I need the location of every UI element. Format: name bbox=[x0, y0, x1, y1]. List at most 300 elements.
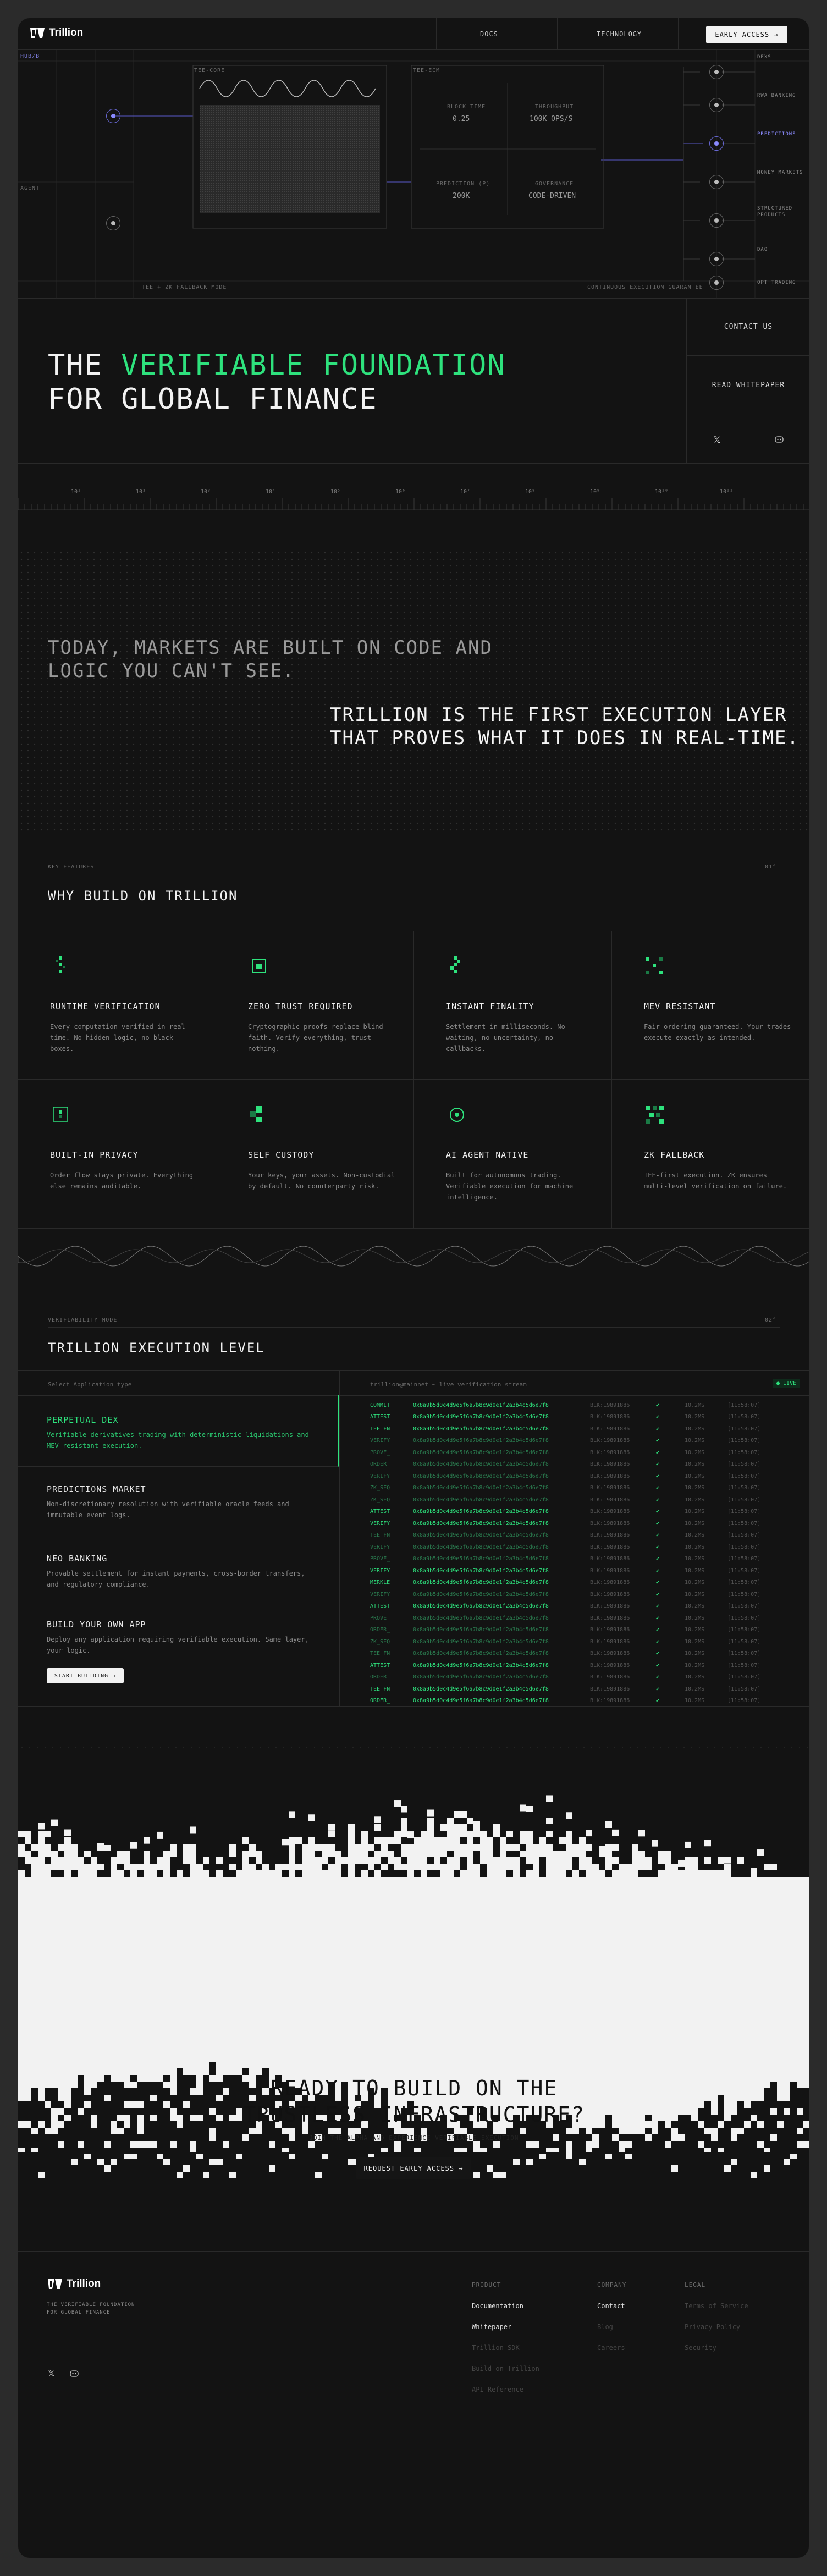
footer-link-blog[interactable]: Blog bbox=[597, 2323, 613, 2331]
stream-row bbox=[370, 1660, 799, 1671]
stream-row bbox=[370, 1483, 799, 1494]
stream-hash: 0x8a9b5d0c4d9e5f6a7b8c9d0e1f2a3b4c5d6e7f8 bbox=[413, 1603, 549, 1609]
start-building-button[interactable]: START BUILDING → bbox=[47, 1668, 124, 1683]
features-title: WHY BUILD ON TRILLION bbox=[48, 888, 238, 904]
stream-op: ATTEST bbox=[370, 1509, 390, 1515]
feature-desc: Every computation verified in real-time. No hidden logic, no black boxes. bbox=[50, 1023, 189, 1053]
stream-latency: 10.2MS bbox=[685, 1520, 705, 1527]
side-tag: OPT TRADING bbox=[757, 280, 796, 285]
stream-hash: 0x8a9b5d0c4d9e5f6a7b8c9d0e1f2a3b4c5d6e7f8 bbox=[413, 1579, 549, 1586]
stream-block: BLK:19891886 bbox=[590, 1496, 630, 1503]
stream-latency: 10.2MS bbox=[685, 1674, 705, 1680]
stream-latency: 10.2MS bbox=[685, 1414, 705, 1420]
hero-title-highlight: VERIFIABLE FOUNDATION bbox=[121, 349, 506, 382]
stat-label: THROUGHPUT bbox=[535, 104, 574, 110]
stream-op: VERIFY bbox=[370, 1591, 390, 1598]
early-access-button[interactable]: EARLY ACCESS → bbox=[706, 26, 787, 43]
stat-label: BLOCK TIME bbox=[447, 104, 486, 110]
stream-op: ZK_SEQ bbox=[370, 1496, 390, 1503]
footer-link-privacy[interactable]: Privacy Policy bbox=[685, 2323, 741, 2331]
stat-value: 100K OPS/S bbox=[530, 115, 573, 123]
app-option-build-your-own[interactable] bbox=[18, 1603, 339, 1707]
stream-block: BLK:19891886 bbox=[590, 1473, 630, 1479]
stream-time: [11:58:07] bbox=[727, 1686, 761, 1692]
stream-row bbox=[370, 1494, 799, 1505]
zk-fallback-icon bbox=[644, 1104, 666, 1126]
stream-block: BLK:19891886 bbox=[590, 1650, 630, 1656]
stream-hash: 0x8a9b5d0c4d9e5f6a7b8c9d0e1f2a3b4c5d6e7f8 bbox=[413, 1520, 549, 1527]
stream-time: [11:58:07] bbox=[727, 1627, 761, 1633]
feature-card bbox=[414, 1080, 612, 1228]
stream-hash: 0x8a9b5d0c4d9e5f6a7b8c9d0e1f2a3b4c5d6e7f8 bbox=[413, 1615, 549, 1621]
request-early-access-button[interactable]: REQUEST EARLY ACCESS → bbox=[356, 2157, 471, 2179]
stream-op: COMMIT bbox=[370, 1402, 390, 1408]
continuous-execution-label: CONTINUOUS EXECUTION GUARANTEE bbox=[587, 284, 703, 290]
side-tag: MONEY MARKETS bbox=[757, 170, 803, 175]
stream-latency: 10.2MS bbox=[685, 1662, 705, 1669]
stream-hash: 0x8a9b5d0c4d9e5f6a7b8c9d0e1f2a3b4c5d6e7f8 bbox=[413, 1556, 549, 1562]
execution-index: 02° bbox=[765, 1317, 777, 1323]
dot-row bbox=[18, 1745, 809, 1749]
ruler-label: 10⁵ bbox=[330, 489, 341, 495]
stream-op: ATTEST bbox=[370, 1414, 390, 1420]
stream-op: ORDER_ bbox=[370, 1698, 390, 1704]
stream-op: VERIFY bbox=[370, 1438, 390, 1444]
tee-core-grid bbox=[200, 105, 380, 213]
live-badge: ● LIVE bbox=[773, 1379, 800, 1388]
stream-hash: 0x8a9b5d0c4d9e5f6a7b8c9d0e1f2a3b4c5d6e7f8 bbox=[413, 1532, 549, 1538]
diagram-lines bbox=[18, 50, 809, 299]
check-icon: ✔ bbox=[656, 1414, 660, 1420]
self-custody-icon bbox=[248, 1104, 270, 1126]
stream-time: [11:58:07] bbox=[727, 1698, 761, 1704]
side-tag: PREDICTIONS bbox=[757, 131, 796, 137]
stream-latency: 10.2MS bbox=[685, 1544, 705, 1550]
stream-hash: 0x8a9b5d0c4d9e5f6a7b8c9d0e1f2a3b4c5d6e7f8 bbox=[413, 1591, 549, 1598]
execution-panel bbox=[18, 1371, 809, 1707]
statement-section bbox=[18, 549, 809, 832]
stream-row bbox=[370, 1672, 799, 1683]
hub-tag: HUB/B bbox=[20, 53, 40, 59]
stream-latency: 10.2MS bbox=[685, 1603, 705, 1609]
nav-docs-link[interactable]: DOCS bbox=[480, 30, 498, 38]
stream-op: PROVE_ bbox=[370, 1556, 390, 1562]
check-icon: ✔ bbox=[656, 1532, 660, 1538]
check-icon: ✔ bbox=[656, 1449, 660, 1456]
architecture-diagram bbox=[18, 50, 809, 299]
check-icon: ✔ bbox=[656, 1425, 660, 1432]
stream-hash: 0x8a9b5d0c4d9e5f6a7b8c9d0e1f2a3b4c5d6e7f8 bbox=[413, 1438, 549, 1444]
stream-time: [11:58:07] bbox=[727, 1449, 761, 1456]
footer-link-sdk[interactable]: Trillion SDK bbox=[472, 2344, 520, 2352]
stream-block: BLK:19891886 bbox=[590, 1509, 630, 1515]
stream-hash: 0x8a9b5d0c4d9e5f6a7b8c9d0e1f2a3b4c5d6e7f8 bbox=[413, 1627, 549, 1633]
stream-time: [11:58:07] bbox=[727, 1615, 761, 1621]
stream-row bbox=[370, 1459, 799, 1470]
stream-row bbox=[370, 1554, 799, 1565]
stream-block: BLK:19891886 bbox=[590, 1686, 630, 1692]
check-icon: ✔ bbox=[656, 1485, 660, 1491]
footer-link-security[interactable]: Security bbox=[685, 2344, 716, 2352]
stream-row bbox=[370, 1636, 799, 1647]
execution-title: TRILLION EXECUTION LEVEL bbox=[48, 1340, 265, 1356]
hero-title-line2: FOR GLOBAL FINANCE bbox=[48, 383, 378, 416]
feature-card bbox=[216, 1080, 414, 1228]
footer-link-whitepaper[interactable]: Whitepaper bbox=[472, 2323, 512, 2331]
stream-latency: 10.2MS bbox=[685, 1438, 705, 1444]
stream-block: BLK:19891886 bbox=[590, 1449, 630, 1456]
stat-value: 200K bbox=[453, 192, 470, 200]
check-icon: ✔ bbox=[656, 1556, 660, 1562]
check-icon: ✔ bbox=[656, 1650, 660, 1656]
stream-op: ATTEST bbox=[370, 1603, 390, 1609]
side-tag: DAO bbox=[757, 247, 768, 252]
feature-card bbox=[18, 1080, 216, 1228]
feature-card bbox=[18, 931, 216, 1080]
stream-hash: 0x8a9b5d0c4d9e5f6a7b8c9d0e1f2a3b4c5d6e7f8 bbox=[413, 1509, 549, 1515]
stream-latency: 10.2MS bbox=[685, 1509, 705, 1515]
stream-row bbox=[370, 1518, 799, 1529]
footer-legal-heading: LEGAL bbox=[685, 2281, 706, 2288]
feature-desc: Built for autonomous trading. Verifiable execution for machine intelligence. bbox=[446, 1171, 574, 1201]
stream-hash: 0x8a9b5d0c4d9e5f6a7b8c9d0e1f2a3b4c5d6e7f8 bbox=[413, 1402, 549, 1408]
stream-time: [11:58:07] bbox=[727, 1638, 761, 1645]
check-icon: ✔ bbox=[656, 1579, 660, 1586]
app-title: NEO BANKING bbox=[47, 1554, 108, 1564]
stream-row bbox=[370, 1577, 799, 1588]
stream-block: BLK:19891886 bbox=[590, 1579, 630, 1586]
stream-time: [11:58:07] bbox=[727, 1414, 761, 1420]
stream-latency: 10.2MS bbox=[685, 1556, 705, 1562]
check-icon: ✔ bbox=[656, 1662, 660, 1669]
stream-op: TEE_FN bbox=[370, 1532, 390, 1538]
stream-row bbox=[370, 1423, 799, 1434]
stream-block: BLK:19891886 bbox=[590, 1591, 630, 1598]
feature-desc: Your keys, your assets. Non-custodial by default. No counterparty risk. bbox=[248, 1171, 395, 1190]
feature-title: ZERO TRUST REQUIRED bbox=[248, 1001, 353, 1011]
footer-discord-icon[interactable] bbox=[70, 2370, 79, 2377]
stream-block: BLK:19891886 bbox=[590, 1698, 630, 1704]
stream-block: BLK:19891886 bbox=[590, 1615, 630, 1621]
dao-node-icon bbox=[709, 252, 724, 266]
ruler-ticks bbox=[18, 464, 809, 549]
stream-time: [11:58:07] bbox=[727, 1603, 761, 1609]
money-markets-node-icon bbox=[709, 175, 724, 189]
scale-ruler bbox=[18, 464, 809, 549]
stat-value: CODE-DRIVEN bbox=[528, 192, 576, 200]
stream-latency: 10.2MS bbox=[685, 1638, 705, 1645]
stream-hash: 0x8a9b5d0c4d9e5f6a7b8c9d0e1f2a3b4c5d6e7f8 bbox=[413, 1496, 549, 1503]
brand-logo[interactable] bbox=[29, 27, 83, 39]
stream-hash: 0x8a9b5d0c4d9e5f6a7b8c9d0e1f2a3b4c5d6e7f8 bbox=[413, 1461, 549, 1467]
ruler-label: 10⁸ bbox=[525, 489, 536, 495]
check-icon: ✔ bbox=[656, 1544, 660, 1550]
stream-hash: 0x8a9b5d0c4d9e5f6a7b8c9d0e1f2a3b4c5d6e7f8 bbox=[413, 1544, 549, 1550]
ruler-label: 10² bbox=[136, 489, 146, 495]
discord-icon bbox=[775, 436, 784, 443]
stream-row bbox=[370, 1400, 799, 1411]
stream-time: [11:58:07] bbox=[727, 1520, 761, 1527]
side-tag: STRUCTURED PRODUCTS bbox=[757, 206, 793, 218]
footer-link-terms[interactable]: Terms of Service bbox=[685, 2302, 748, 2310]
check-icon: ✔ bbox=[656, 1698, 660, 1704]
cta-title bbox=[18, 2075, 809, 2128]
stream-op: ORDER_ bbox=[370, 1627, 390, 1633]
features-grid bbox=[18, 931, 809, 1228]
stream-latency: 10.2MS bbox=[685, 1567, 705, 1574]
tee-ecm-label: TEE-ECM bbox=[413, 68, 440, 74]
stream-row bbox=[370, 1696, 799, 1707]
stream-hash: 0x8a9b5d0c4d9e5f6a7b8c9d0e1f2a3b4c5d6e7f8 bbox=[413, 1698, 549, 1704]
feature-title: BUILT-IN PRIVACY bbox=[50, 1150, 139, 1160]
ruler-label: 10⁶ bbox=[395, 489, 406, 495]
stream-row bbox=[370, 1683, 799, 1694]
stream-op: VERIFY bbox=[370, 1567, 390, 1574]
stream-row bbox=[370, 1530, 799, 1541]
stream-block: BLK:19891886 bbox=[590, 1425, 630, 1432]
execution-label: VERIFIABILITY MODE bbox=[48, 1317, 118, 1323]
stream-latency: 10.2MS bbox=[685, 1650, 705, 1656]
stream-hash: 0x8a9b5d0c4d9e5f6a7b8c9d0e1f2a3b4c5d6e7f8 bbox=[413, 1567, 549, 1574]
footer-link-contact[interactable]: Contact bbox=[597, 2302, 625, 2310]
check-icon: ✔ bbox=[656, 1591, 660, 1598]
check-icon: ✔ bbox=[656, 1520, 660, 1527]
footer-brand-name: Trillion bbox=[67, 2278, 101, 2289]
stream-time: [11:58:07] bbox=[727, 1650, 761, 1656]
footer-link-careers[interactable]: Careers bbox=[597, 2344, 625, 2352]
app-title: PERPETUAL DEX bbox=[47, 1415, 119, 1425]
stream-op: ORDER_ bbox=[370, 1674, 390, 1680]
feature-card bbox=[216, 931, 414, 1080]
stream-op: VERIFY bbox=[370, 1473, 390, 1479]
stream-hash: 0x8a9b5d0c4d9e5f6a7b8c9d0e1f2a3b4c5d6e7f8 bbox=[413, 1674, 549, 1680]
stream-latency: 10.2MS bbox=[685, 1615, 705, 1621]
feature-title: AI AGENT NATIVE bbox=[446, 1150, 529, 1160]
runtime-verification-icon bbox=[50, 955, 72, 977]
feature-title: RUNTIME VERIFICATION bbox=[50, 1001, 161, 1011]
check-icon: ✔ bbox=[656, 1686, 660, 1692]
footer-link-api[interactable]: API Reference bbox=[472, 2386, 523, 2393]
stream-row bbox=[370, 1447, 799, 1458]
top-nav bbox=[18, 18, 809, 50]
stream-hash: 0x8a9b5d0c4d9e5f6a7b8c9d0e1f2a3b4c5d6e7f8 bbox=[413, 1662, 549, 1669]
statement-trillion bbox=[330, 703, 800, 750]
stream-row bbox=[370, 1601, 799, 1612]
check-icon: ✔ bbox=[656, 1473, 660, 1479]
feature-card bbox=[612, 931, 809, 1080]
ruler-label: 10¹⁰ bbox=[655, 489, 669, 495]
stream-latency: 10.2MS bbox=[685, 1686, 705, 1692]
feature-title: SELF CUSTODY bbox=[248, 1150, 315, 1160]
stream-latency: 10.2MS bbox=[685, 1449, 705, 1456]
stream-row bbox=[370, 1542, 799, 1553]
stream-row bbox=[370, 1565, 799, 1576]
stream-latency: 10.2MS bbox=[685, 1473, 705, 1479]
footer-tagline-line: THE VERIFIABLE FOUNDATION bbox=[47, 2302, 135, 2308]
check-icon: ✔ bbox=[656, 1603, 660, 1609]
hero-title bbox=[48, 348, 506, 416]
stream-block: BLK:19891886 bbox=[590, 1567, 630, 1574]
footer-tagline bbox=[47, 2301, 135, 2316]
app-option-predictions-market[interactable] bbox=[18, 1467, 339, 1537]
app-option-neo-banking[interactable] bbox=[18, 1537, 339, 1603]
stream-hash: 0x8a9b5d0c4d9e5f6a7b8c9d0e1f2a3b4c5d6e7f8 bbox=[413, 1686, 549, 1692]
feature-desc: Fair ordering guaranteed. Your trades execute exactly as intended. bbox=[644, 1023, 791, 1042]
stream-op: TEE_FN bbox=[370, 1686, 390, 1692]
page-frame bbox=[18, 18, 809, 2558]
stream-row bbox=[370, 1471, 799, 1482]
footer-x-icon[interactable]: 𝕏 bbox=[48, 2368, 55, 2379]
check-icon: ✔ bbox=[656, 1402, 660, 1408]
stream-latency: 10.2MS bbox=[685, 1627, 705, 1633]
stream-op: TEE_FN bbox=[370, 1425, 390, 1432]
stream-block: BLK:19891886 bbox=[590, 1461, 630, 1467]
stream-op: VERIFY bbox=[370, 1544, 390, 1550]
stream-op: PROVE_ bbox=[370, 1449, 390, 1456]
stream-time: [11:58:07] bbox=[727, 1556, 761, 1562]
stat-value: 0.25 bbox=[453, 115, 470, 123]
stream-block: BLK:19891886 bbox=[590, 1674, 630, 1680]
stream-time: [11:58:07] bbox=[727, 1425, 761, 1432]
ruler-label: 10⁴ bbox=[266, 489, 276, 495]
stream-row bbox=[370, 1435, 799, 1446]
stat-label: PREDICTION (P) bbox=[436, 181, 490, 187]
statement-line: THAT PROVES WHAT IT DOES IN REAL-TIME. bbox=[330, 727, 800, 749]
ai-agent-icon bbox=[446, 1104, 468, 1126]
check-icon: ✔ bbox=[656, 1496, 660, 1503]
app-option-perpetual-dex[interactable] bbox=[18, 1395, 339, 1467]
footer-link-documentation[interactable]: Documentation bbox=[472, 2302, 523, 2310]
check-icon: ✔ bbox=[656, 1438, 660, 1444]
stream-op: ATTEST bbox=[370, 1662, 390, 1669]
stream-time: [11:58:07] bbox=[727, 1544, 761, 1550]
stream-latency: 10.2MS bbox=[685, 1579, 705, 1586]
stream-block: BLK:19891886 bbox=[590, 1556, 630, 1562]
stream-time: [11:58:07] bbox=[727, 1438, 761, 1444]
check-icon: ✔ bbox=[656, 1509, 660, 1515]
app-desc: Deploy any application requiring verifiable execution. Same layer, your logic. bbox=[47, 1636, 309, 1654]
stream-hash: 0x8a9b5d0c4d9e5f6a7b8c9d0e1f2a3b4c5d6e7f8 bbox=[413, 1425, 549, 1432]
stream-row bbox=[370, 1648, 799, 1659]
execution-header bbox=[18, 1283, 809, 1371]
ruler-label: 10¹ bbox=[71, 489, 81, 495]
contact-us-button[interactable]: CONTACT US bbox=[686, 299, 809, 356]
stream-title: trillion@mainnet ~ live verification stream bbox=[370, 1381, 527, 1388]
features-label: KEY FEATURES bbox=[48, 864, 95, 870]
footer-tagline-line: FOR GLOBAL FINANCE bbox=[47, 2310, 111, 2315]
cta-section bbox=[18, 1778, 809, 2251]
stream-block: BLK:19891886 bbox=[590, 1438, 630, 1444]
stream-block: BLK:19891886 bbox=[590, 1662, 630, 1669]
stream-block: BLK:19891886 bbox=[590, 1627, 630, 1633]
trillion-logo-icon bbox=[29, 27, 46, 39]
stream-block: BLK:19891886 bbox=[590, 1485, 630, 1491]
stream-time: [11:58:07] bbox=[727, 1473, 761, 1479]
statement-line: TRILLION IS THE FIRST EXECUTION LAYER bbox=[330, 704, 787, 726]
rwa-node-icon bbox=[709, 98, 724, 112]
features-header bbox=[18, 832, 809, 931]
x-social-link[interactable] bbox=[686, 415, 748, 464]
read-whitepaper-button[interactable]: READ WHITEPAPER bbox=[686, 356, 809, 415]
stream-latency: 10.2MS bbox=[685, 1591, 705, 1598]
stream-time: [11:58:07] bbox=[727, 1674, 761, 1680]
app-desc: Verifiable derivatives trading with deterministic liquidations and MEV-resistant execution. bbox=[47, 1431, 309, 1450]
feature-title: INSTANT FINALITY bbox=[446, 1001, 534, 1011]
feature-card bbox=[612, 1080, 809, 1228]
stream-time: [11:58:07] bbox=[727, 1496, 761, 1503]
check-icon: ✔ bbox=[656, 1638, 660, 1645]
features-index: 01° bbox=[765, 864, 777, 870]
ruler-label: 10⁷ bbox=[460, 489, 471, 495]
stream-latency: 10.2MS bbox=[685, 1425, 705, 1432]
app-desc: Non-discretionary resolution with verifiable oracle feeds and immutable event logs. bbox=[47, 1500, 289, 1519]
nav-technology-link[interactable]: TECHNOLOGY bbox=[597, 30, 642, 38]
stream-time: [11:58:07] bbox=[727, 1485, 761, 1491]
feature-desc: Settlement in milliseconds. No waiting, no uncertainty, no callbacks. bbox=[446, 1023, 565, 1053]
stream-row bbox=[370, 1612, 799, 1623]
stream-block: BLK:19891886 bbox=[590, 1603, 630, 1609]
feature-card bbox=[414, 931, 612, 1080]
check-icon: ✔ bbox=[656, 1627, 660, 1633]
footer-link-build[interactable]: Build on Trillion bbox=[472, 2365, 539, 2373]
stream-time: [11:58:07] bbox=[727, 1662, 761, 1669]
stream-time: [11:58:07] bbox=[727, 1509, 761, 1515]
stream-op: ZK_SEQ bbox=[370, 1485, 390, 1491]
stream-block: BLK:19891886 bbox=[590, 1532, 630, 1538]
discord-social-link[interactable] bbox=[748, 415, 809, 464]
hero-section bbox=[18, 299, 809, 464]
stream-hash: 0x8a9b5d0c4d9e5f6a7b8c9d0e1f2a3b4c5d6e7f8 bbox=[413, 1414, 549, 1420]
app-title: PREDICTIONS MARKET bbox=[47, 1484, 146, 1494]
statement-line: TODAY, MARKETS ARE BUILT ON CODE AND bbox=[48, 637, 493, 659]
stream-latency: 10.2MS bbox=[685, 1496, 705, 1503]
stream-row bbox=[370, 1506, 799, 1517]
stream-op: ZK_SEQ bbox=[370, 1638, 390, 1645]
tee-core-label: TEE-CORE bbox=[194, 68, 225, 74]
zk-fallback-label: TEE + ZK FALLBACK MODE bbox=[142, 284, 227, 290]
stream-op: VERIFY bbox=[370, 1520, 390, 1527]
stream-latency: 10.2MS bbox=[685, 1402, 705, 1408]
cta-subtitle: JOIN THE ALPHA AND EXPERIENCE VERIFIABLE EXECUTION bbox=[309, 2134, 519, 2142]
stream-row bbox=[370, 1412, 799, 1423]
wave-divider bbox=[18, 1228, 809, 1283]
stream-latency: 10.2MS bbox=[685, 1532, 705, 1538]
side-tag: RWA BANKING bbox=[757, 93, 796, 98]
footer-logo[interactable] bbox=[47, 2278, 101, 2290]
ruler-label: 10³ bbox=[201, 489, 211, 495]
stream-latency: 10.2MS bbox=[685, 1461, 705, 1467]
stream-block: BLK:19891886 bbox=[590, 1520, 630, 1527]
stream-block: BLK:19891886 bbox=[590, 1544, 630, 1550]
feature-desc: Order flow stays private. Everything else remains auditable. bbox=[50, 1171, 194, 1190]
stream-block: BLK:19891886 bbox=[590, 1638, 630, 1645]
x-icon: 𝕏 bbox=[713, 434, 721, 445]
app-desc: Provable settlement for instant payments, cross-border transfers, and regulatory compliance. bbox=[47, 1570, 305, 1588]
opt-node-icon bbox=[709, 276, 724, 290]
stream-op: TEE_FN bbox=[370, 1650, 390, 1656]
stream-latency: 10.2MS bbox=[685, 1485, 705, 1491]
stream-hash: 0x8a9b5d0c4d9e5f6a7b8c9d0e1f2a3b4c5d6e7f8 bbox=[413, 1449, 549, 1456]
stream-row bbox=[370, 1625, 799, 1636]
stream-row bbox=[370, 1589, 799, 1600]
stream-block: BLK:19891886 bbox=[590, 1414, 630, 1420]
mev-resistant-icon bbox=[644, 955, 666, 977]
feature-title: ZK FALLBACK bbox=[644, 1150, 705, 1160]
feature-desc: TEE-first execution. ZK ensures multi-level verification on failure. bbox=[644, 1171, 787, 1190]
stream-hash: 0x8a9b5d0c4d9e5f6a7b8c9d0e1f2a3b4c5d6e7f8 bbox=[413, 1638, 549, 1645]
footer bbox=[18, 2251, 809, 2558]
hub-node-icon bbox=[106, 109, 120, 123]
